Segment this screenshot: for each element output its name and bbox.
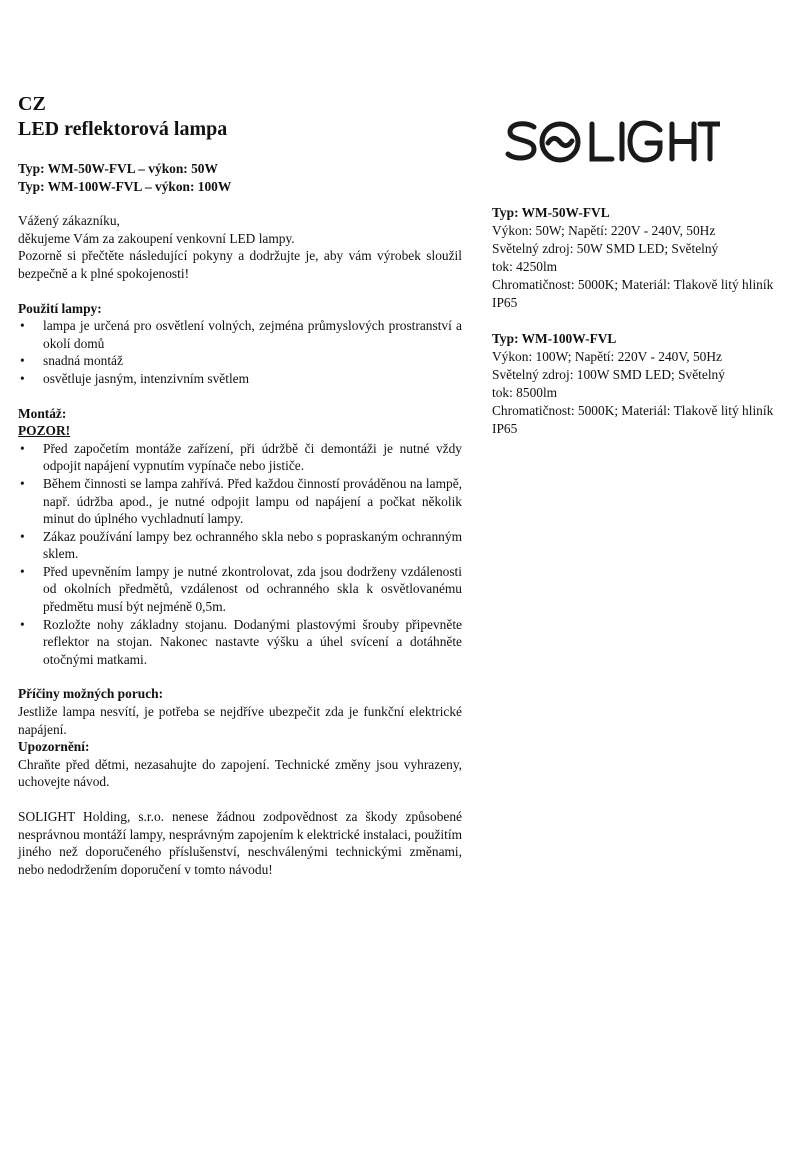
mounting-list [18, 440, 462, 669]
list-item: • Před započetím montáže zařízení, při údržbě či demontáži je nutné vždy odpojit napájení vypnutím vypínače nebo jističe. [18, 440, 462, 475]
mounting-heading: Montáž: [18, 405, 67, 421]
spec-line: Chromatičnost: 5000K; Materiál: Tlakově litý hliník [492, 277, 774, 292]
list-item: • Před upevněním lampy je nutné zkontrolovat, zda jsou dodrženy vzdálenosti od okolních předmětů, vzdálenost od ochranného skla k osvětlovanému předmětu musí být nejméně 0,5m. [18, 563, 462, 616]
spec-block-50w [492, 204, 796, 312]
spec-type: Typ: WM-100W-FVL [492, 331, 617, 346]
disclaimer-text: SOLIGHT Holding, s.r.o. nenese žádnou zodpovědnost za škody způsobené nesprávnou montáží lampy, nesprávným zapojením k elektrické instalaci, použitím jiného než doporučeného příslušenství, neschválenými technickými změnami, nebo nedodržením doporučení v tomto návodu! [18, 809, 462, 877]
solight-logo-graphic [504, 118, 720, 168]
main-column [18, 92, 462, 878]
spec-block-100w [492, 330, 796, 438]
greeting: Vážený zákazníku, [18, 213, 120, 229]
instruction-text: Pozorně si přečtěte následující pokyny a dodržujte je, aby vám výrobek sloužil bezpečně a k plné spokojenosti! [18, 248, 462, 281]
spec-line: tok: 8500lm [492, 385, 558, 400]
spec-line: IP65 [492, 421, 518, 436]
list-item: • lampa je určená pro osvětlení volných, zejména průmyslových prostranství a okolí domů [18, 317, 462, 352]
type-line-100w: Typ: WM-100W-FVL – výkon: 100W [18, 178, 232, 194]
spec-line: IP65 [492, 295, 518, 310]
type-line-50w: Typ: WM-50W-FVL – výkon: 50W [18, 161, 218, 176]
faults-text: Jestliže lampa nesvítí, je potřeba se nejdříve ubezpečit zda je funkční elektrické napájení. [18, 704, 462, 737]
notice-heading: Upozornění: [18, 739, 90, 755]
spec-line: Výkon: 50W; Napětí: 220V - 240V, 50Hz [492, 223, 716, 238]
specs-column [492, 204, 796, 456]
spec-line: tok: 4250lm [492, 259, 558, 274]
spec-line: Světelný zdroj: 100W SMD LED; Světelný [492, 367, 725, 382]
usage-list [18, 317, 462, 387]
spec-line: Chromatičnost: 5000K; Materiál: Tlakově litý hliník [492, 403, 774, 418]
list-item: • osvětluje jasným, intenzivním světlem [18, 370, 462, 388]
spec-line: Výkon: 100W; Napětí: 220V - 240V, 50Hz [492, 349, 722, 364]
document-title: LED reflektorová lampa [18, 118, 228, 140]
usage-heading: Použití lampy: [18, 300, 102, 316]
list-item: • Během činnosti se lampa zahřívá. Před každou činností prováděnou na lampě, např. údržba apod., je nutné odpojit lampu od napájení a počkat několik minut do úplného vychladnutí lampy. [18, 475, 462, 528]
spec-line: Světelný zdroj: 50W SMD LED; Světelný [492, 241, 719, 256]
language-code: CZ [18, 93, 46, 115]
thanks-text: děkujeme Vám za zakoupení venkovní LED lampy. [18, 230, 295, 246]
solight-logo [504, 118, 720, 168]
list-item: • Zákaz používání lampy bez ochranného skla nebo s popraskaným ochranným sklem. [18, 528, 462, 563]
spec-type: Typ: WM-50W-FVL [492, 205, 610, 220]
faults-heading: Příčiny možných poruch: [18, 686, 164, 702]
warning-label: POZOR! [18, 423, 71, 439]
list-item: • snadná montáž [18, 352, 462, 370]
list-item: • Rozložte nohy základny stojanu. Dodanými plastovými šrouby připevněte reflektor na stojan. Nakonec nastavte výšku a úhel svícení a dotáhněte otočnými matkami. [18, 616, 462, 669]
notice-text: Chraňte před dětmi, nezasahujte do zapojení. Technické změny jsou vyhrazeny, uchovejte návod. [18, 756, 462, 790]
